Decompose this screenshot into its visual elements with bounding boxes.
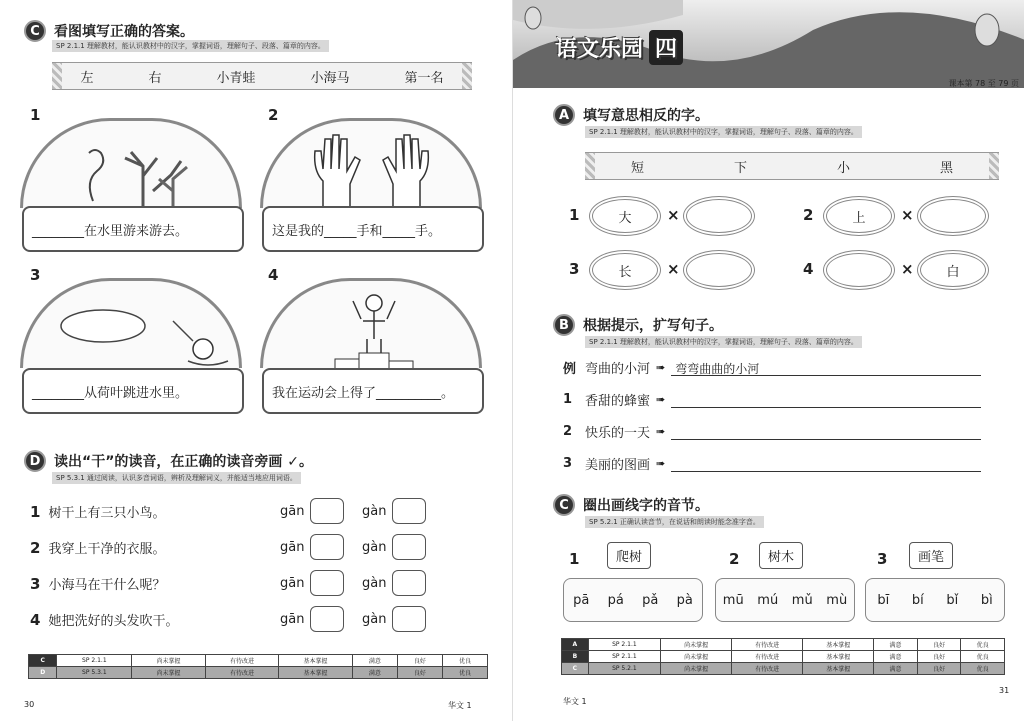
grade-sp: SP 2.1.1 [588, 651, 660, 663]
syllable-option[interactable]: pà [676, 592, 693, 608]
word-bank-item: 小海马 [310, 70, 350, 86]
syllable-option[interactable]: mū [722, 592, 744, 608]
grade-level[interactable]: 基本掌握 [803, 663, 874, 675]
prompt-phrase: 香甜的蜂蜜 [585, 394, 651, 409]
grade-level[interactable]: 优良 [442, 667, 487, 679]
grade-level[interactable]: 尚未掌握 [132, 655, 206, 667]
grade-letter: D [29, 667, 57, 679]
item-number: 3 [30, 574, 41, 593]
pinyin-option[interactable] [280, 534, 344, 560]
syllable-option[interactable]: mù [826, 592, 848, 608]
item-number: 2 [563, 424, 573, 439]
grade-level[interactable]: 良好 [917, 651, 961, 663]
textbook-page-ref: 课本第 78 至 79 页 [948, 79, 1019, 88]
item-number: 2 [729, 550, 740, 568]
syllable-group [715, 578, 855, 622]
antonym-given: 大 [589, 196, 661, 236]
pinyin-option[interactable] [280, 606, 344, 632]
section-title: 根据提示，扩写句子。 [583, 318, 723, 334]
seahorse-picture [20, 118, 242, 208]
grade-row [29, 655, 488, 667]
grade-sp: SP 2.1.1 [588, 639, 660, 651]
item-number: 1 [30, 106, 41, 124]
section-badge: D [24, 450, 46, 472]
answer-text: ________在水里游来游去。 [32, 223, 189, 239]
pinyin-option[interactable] [280, 570, 344, 596]
unit-banner [513, 0, 1024, 88]
check-box[interactable] [310, 570, 344, 596]
section-title: 圈出画线字的音节。 [583, 498, 709, 514]
pinyin-option[interactable] [362, 534, 426, 560]
grade-letter: C [562, 663, 589, 675]
expand-row [563, 454, 981, 473]
pinyin-label: gān [280, 611, 305, 627]
antonym-given: 白 [917, 250, 989, 290]
grade-level[interactable]: 优良 [961, 639, 1005, 651]
check-box[interactable] [392, 570, 426, 596]
answer-box-2[interactable] [262, 206, 484, 252]
sentence: 树干上有三只小鸟。 [48, 506, 166, 521]
check-box[interactable] [392, 498, 426, 524]
grade-level[interactable]: 良好 [917, 663, 961, 675]
syllable-option[interactable]: bí [911, 592, 924, 608]
item-number: 1 [569, 550, 580, 568]
section-badge: B [553, 314, 575, 336]
grade-letter: B [562, 651, 589, 663]
prompt-phrase: 快乐的一天 [585, 426, 651, 441]
sp-note: SP 2.1.1 理解教材，能认识教材中的汉字，掌握词语，理解句子、段落、篇章的内容。 [585, 336, 862, 348]
syllable-group [865, 578, 1005, 622]
item-number: 4 [30, 610, 41, 629]
page-number: 31 [999, 686, 1010, 695]
syllable-option[interactable]: mú [757, 592, 779, 608]
expand-row [563, 390, 981, 409]
arrow-icon: ➠ [656, 457, 666, 470]
grade-row [562, 663, 1005, 675]
grade-level[interactable]: 良好 [917, 639, 961, 651]
grade-row [29, 667, 488, 679]
banner-title-text: 语文乐园 [555, 37, 644, 62]
syllable-group [563, 578, 703, 622]
antonym-answer[interactable] [823, 250, 895, 290]
syllable-option[interactable]: pá [607, 592, 624, 608]
check-box[interactable] [310, 606, 344, 632]
banner-title [555, 30, 683, 65]
banner-number: 四 [649, 30, 683, 65]
prompt-phrase: 美丽的图画 [585, 458, 651, 473]
prompt-phrase: 弯曲的小河 [585, 362, 651, 377]
word-bank-item: 左 [80, 70, 94, 86]
answer-line[interactable] [671, 424, 981, 440]
expand-row-example [563, 358, 981, 377]
grade-level[interactable]: 优良 [961, 663, 1005, 675]
podium-picture [260, 278, 482, 368]
grade-level[interactable]: 满意 [874, 639, 918, 651]
grade-level[interactable]: 有待改进 [732, 651, 803, 663]
page-footer: 华文 1 [448, 701, 472, 710]
syllable-option[interactable]: mǔ [791, 592, 813, 608]
answer-text: 我在运动会上得了__________。 [272, 385, 455, 401]
answer-line[interactable] [671, 456, 981, 472]
section-c-header [24, 20, 194, 42]
section-title: 读出“干”的读音，在正确的读音旁画 ✓。 [54, 454, 314, 470]
pinyin-option[interactable] [362, 498, 426, 524]
grade-level[interactable]: 基本掌握 [279, 655, 353, 667]
page-number: 30 [24, 700, 35, 709]
item-number: 2 [803, 206, 814, 224]
sentence: 小海马在干什么呢？ [48, 578, 166, 593]
word-bank-item: 下 [733, 160, 747, 176]
sp-note: SP 5.2.1 正确认读音节，在说话和朗读时能念准字音。 [585, 516, 764, 528]
pinyin-label: gān [280, 575, 305, 591]
section-title: 填写意思相反的字。 [583, 108, 709, 124]
word-bank [585, 152, 999, 180]
word-bank [52, 62, 472, 90]
antonym-given: 长 [589, 250, 661, 290]
word-bank-item: 小青蛙 [216, 70, 256, 86]
item-number: 4 [268, 266, 279, 284]
syllable-option[interactable]: bī [877, 592, 890, 608]
grade-level[interactable]: 有待改进 [205, 667, 279, 679]
section-c-header [553, 494, 709, 516]
grade-letter: A [562, 639, 589, 651]
word-bank-item: 右 [148, 70, 162, 86]
pronunciation-row [30, 538, 165, 557]
word-bank-item: 短 [630, 160, 644, 176]
word-bank-item: 小 [836, 160, 850, 176]
item-number: 2 [30, 538, 41, 557]
word-bank-item: 黑 [939, 160, 953, 176]
check-box[interactable] [310, 534, 344, 560]
answer-line: 弯弯曲曲的小河 [671, 360, 981, 376]
arrow-icon: ➠ [656, 393, 666, 406]
grade-level[interactable]: 良好 [397, 655, 442, 667]
item-number: 1 [30, 502, 41, 521]
grade-sp: SP 5.3.1 [57, 667, 132, 679]
antonym-answer[interactable] [917, 196, 989, 236]
item-number: 1 [569, 206, 580, 224]
answer-text: 这是我的_____手和_____手。 [272, 223, 442, 239]
arrow-icon: ➠ [656, 425, 666, 438]
check-box[interactable] [392, 534, 426, 560]
right-page [512, 0, 1024, 721]
syllable-option[interactable]: pā [573, 592, 590, 608]
hands-illustration-icon [263, 121, 482, 208]
pinyin-label: gàn [362, 503, 387, 519]
sentence: 她把洗好的头发吹干。 [48, 614, 179, 629]
pinyin-option[interactable] [362, 570, 426, 596]
grade-level[interactable]: 尚未掌握 [661, 663, 732, 675]
item-number: 3 [563, 456, 573, 471]
grade-table [28, 654, 488, 679]
target-word: 爬树 [607, 542, 651, 569]
sentence: 我穿上干净的衣服。 [48, 542, 166, 557]
times-icon: × [901, 206, 914, 224]
pinyin-label: gàn [362, 611, 387, 627]
podium-illustration-icon [263, 281, 482, 368]
grade-level[interactable]: 有待改进 [732, 639, 803, 651]
grade-sp: SP 5.2.1 [588, 663, 660, 675]
page-footer: 华文 1 [563, 697, 587, 706]
item-number: 1 [563, 392, 573, 407]
answer-box-4[interactable] [262, 368, 484, 414]
target-word: 画笔 [909, 542, 953, 569]
grade-level[interactable]: 基本掌握 [803, 639, 874, 651]
grade-level[interactable]: 满意 [352, 655, 397, 667]
grade-level[interactable]: 满意 [352, 667, 397, 679]
grade-row [562, 651, 1005, 663]
grade-level[interactable]: 有待改进 [205, 655, 279, 667]
answer-box-1[interactable] [22, 206, 244, 252]
section-badge: C [24, 20, 46, 42]
item-number: 4 [803, 260, 814, 278]
grade-level[interactable]: 基本掌握 [803, 651, 874, 663]
grade-row [562, 639, 1005, 651]
syllable-option[interactable]: pǎ [642, 592, 659, 608]
pinyin-label: gàn [362, 539, 387, 555]
grade-level[interactable]: 优良 [961, 651, 1005, 663]
pronunciation-row [30, 502, 165, 521]
item-number: 例 [563, 362, 577, 377]
grade-level[interactable]: 基本掌握 [279, 667, 353, 679]
times-icon: × [667, 260, 680, 278]
seahorse-illustration-icon [23, 121, 242, 208]
answer-line[interactable] [671, 392, 981, 408]
grade-table [561, 638, 1005, 675]
pronunciation-row [30, 610, 178, 629]
section-badge: A [553, 104, 575, 126]
check-box[interactable] [392, 606, 426, 632]
antonym-answer[interactable] [683, 196, 755, 236]
answer-box-3[interactable] [22, 368, 244, 414]
grade-level[interactable]: 尚未掌握 [661, 639, 732, 651]
pinyin-option[interactable] [362, 606, 426, 632]
grade-letter: C [29, 655, 57, 667]
section-title: 看图填写正确的答案。 [54, 24, 194, 40]
pronunciation-row [30, 574, 165, 593]
word-bank-item: 第一名 [404, 70, 444, 86]
answer-text: ________从荷叶跳进水里。 [32, 385, 189, 401]
pinyin-label: gān [280, 539, 305, 555]
item-number: 3 [877, 550, 888, 568]
pinyin-label: gān [280, 503, 305, 519]
grade-level[interactable]: 满意 [874, 663, 918, 675]
section-d-header [24, 450, 313, 472]
grade-level[interactable]: 有待改进 [732, 663, 803, 675]
item-number: 3 [569, 260, 580, 278]
grade-level[interactable]: 尚未掌握 [132, 667, 206, 679]
frog-illustration-icon [23, 281, 242, 368]
arrow-icon: ➠ [656, 361, 666, 374]
antonym-given: 上 [823, 196, 895, 236]
pinyin-label: gàn [362, 575, 387, 591]
times-icon: × [901, 260, 914, 278]
check-box[interactable] [310, 498, 344, 524]
antonym-answer[interactable] [683, 250, 755, 290]
hands-picture [260, 118, 482, 208]
grade-level[interactable]: 优良 [442, 655, 487, 667]
section-b-header [553, 314, 723, 336]
item-number: 3 [30, 266, 41, 284]
sp-note: SP 2.1.1 理解教材，能认识教材中的汉字，掌握词语，理解句子、段落、篇章的内容。 [585, 126, 862, 138]
grade-level[interactable]: 良好 [397, 667, 442, 679]
grade-level[interactable]: 尚未掌握 [661, 651, 732, 663]
expand-row [563, 422, 981, 441]
syllable-option[interactable]: bì [980, 592, 993, 608]
grade-level[interactable]: 满意 [874, 651, 918, 663]
sp-note: SP 5.3.1 通过阅读，认识多音词语，辨析及理解词义，并能适当地应用词语。 [52, 472, 301, 484]
syllable-option[interactable]: bǐ [946, 592, 959, 608]
frog-picture [20, 278, 242, 368]
grade-sp: SP 2.1.1 [57, 655, 132, 667]
section-a-header [553, 104, 709, 126]
item-number: 2 [268, 106, 279, 124]
target-word: 树木 [759, 542, 803, 569]
times-icon: × [667, 206, 680, 224]
section-badge: C [553, 494, 575, 516]
pinyin-option[interactable] [280, 498, 344, 524]
sp-note: SP 2.1.1 理解教材，能认识教材中的汉字，掌握词语，理解句子、段落、篇章的内容。 [52, 40, 329, 52]
